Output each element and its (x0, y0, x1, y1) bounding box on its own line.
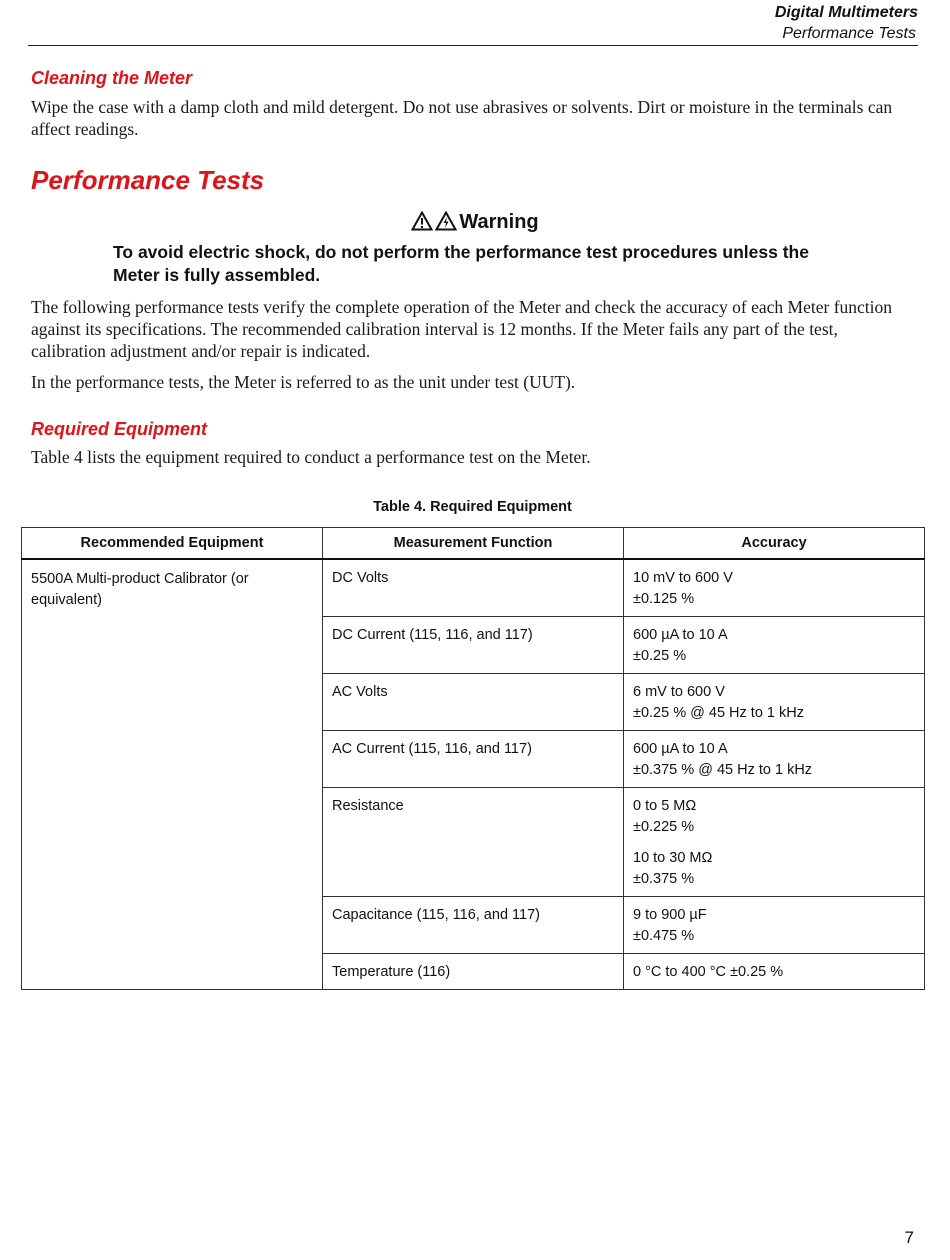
accuracy-range: 9 to 900 µF (633, 907, 707, 923)
accuracy-value: ±0.25 % (633, 648, 687, 664)
table-row (22, 559, 925, 617)
accuracy-cell (624, 617, 925, 674)
cleaning-heading: Cleaning the Meter (31, 68, 193, 88)
required-equipment-heading: Required Equipment (31, 419, 208, 439)
warning-heading (0, 211, 950, 234)
function-cell: Temperature (116) (323, 954, 624, 990)
performance-tests-heading: Performance Tests (31, 165, 265, 195)
accuracy-cell (624, 731, 925, 788)
function-cell: AC Volts (323, 674, 624, 731)
accuracy-range: 0 to 5 MΩ (633, 798, 697, 814)
accuracy-cell (624, 674, 925, 731)
accuracy-cell (624, 897, 925, 954)
running-header-title: Digital Multimeters (774, 4, 918, 21)
accuracy-value: ±0.25 % @ 45 Hz to 1 kHz (633, 705, 804, 721)
warning-shock-icon (435, 211, 457, 231)
page-number: 7 (904, 1228, 914, 1247)
accuracy-cell (624, 559, 925, 617)
accuracy-value: ±0.225 % (633, 819, 695, 835)
performance-paragraph-2: In the performance tests, the Meter is referred to as the unit under test (UUT). (31, 372, 576, 392)
function-cell: DC Volts (323, 559, 624, 617)
equipment-cell: 5500A Multi-product Calibrator (or equivalent) (22, 559, 323, 990)
accuracy-value: ±0.375 % (633, 871, 695, 887)
col-header-function: Measurement Function (323, 528, 624, 560)
function-cell: Resistance (323, 788, 624, 897)
function-cell: Capacitance (115, 116, and 117) (323, 897, 624, 954)
performance-paragraph-1: The following performance tests verify the complete operation of the Meter and check the accuracy of each Meter function against its specifications. The recommended calibration interval is 12 months. If the Meter fails any part of the test, calibration adjustment and/or repair is indicated. (31, 297, 893, 361)
cleaning-paragraph: Wipe the case with a damp cloth and mild detergent. Do not use abrasives or solvents. Dirt or moisture in the terminals can affect readings. (31, 97, 893, 139)
warning-text: To avoid electric shock, do not perform the performance test procedures unless the Meter is fully assembled. (113, 242, 809, 285)
accuracy-value: ±0.125 % (633, 591, 695, 607)
running-header-subtitle: Performance Tests (782, 25, 916, 42)
function-cell: AC Current (115, 116, and 117) (323, 731, 624, 788)
table-caption: Table 4. Required Equipment (373, 499, 572, 515)
required-equipment-table (21, 527, 925, 990)
accuracy-range: 10 mV to 600 V (633, 570, 733, 586)
accuracy-range: 600 µA to 10 A (633, 627, 728, 643)
accuracy-cell (624, 954, 925, 990)
col-header-equipment: Recommended Equipment (22, 528, 323, 560)
table-header-row (22, 528, 925, 560)
function-cell: DC Current (115, 116, and 117) (323, 617, 624, 674)
warning-triangle-icon (411, 211, 433, 231)
spacer (633, 838, 915, 848)
accuracy-range: 0 °C to 400 °C ±0.25 % (633, 964, 784, 980)
warning-title: Warning (459, 211, 539, 233)
header-rule (28, 45, 918, 46)
accuracy-range: 10 to 30 MΩ (633, 850, 713, 866)
accuracy-range: 600 µA to 10 A (633, 741, 728, 757)
accuracy-range: 6 mV to 600 V (633, 684, 725, 700)
accuracy-value: ±0.475 % (633, 928, 695, 944)
accuracy-cell (624, 788, 925, 897)
col-header-accuracy: Accuracy (624, 528, 925, 560)
accuracy-value: ±0.375 % @ 45 Hz to 1 kHz (633, 762, 813, 778)
required-equipment-paragraph: Table 4 lists the equipment required to conduct a performance test on the Meter. (31, 447, 591, 467)
